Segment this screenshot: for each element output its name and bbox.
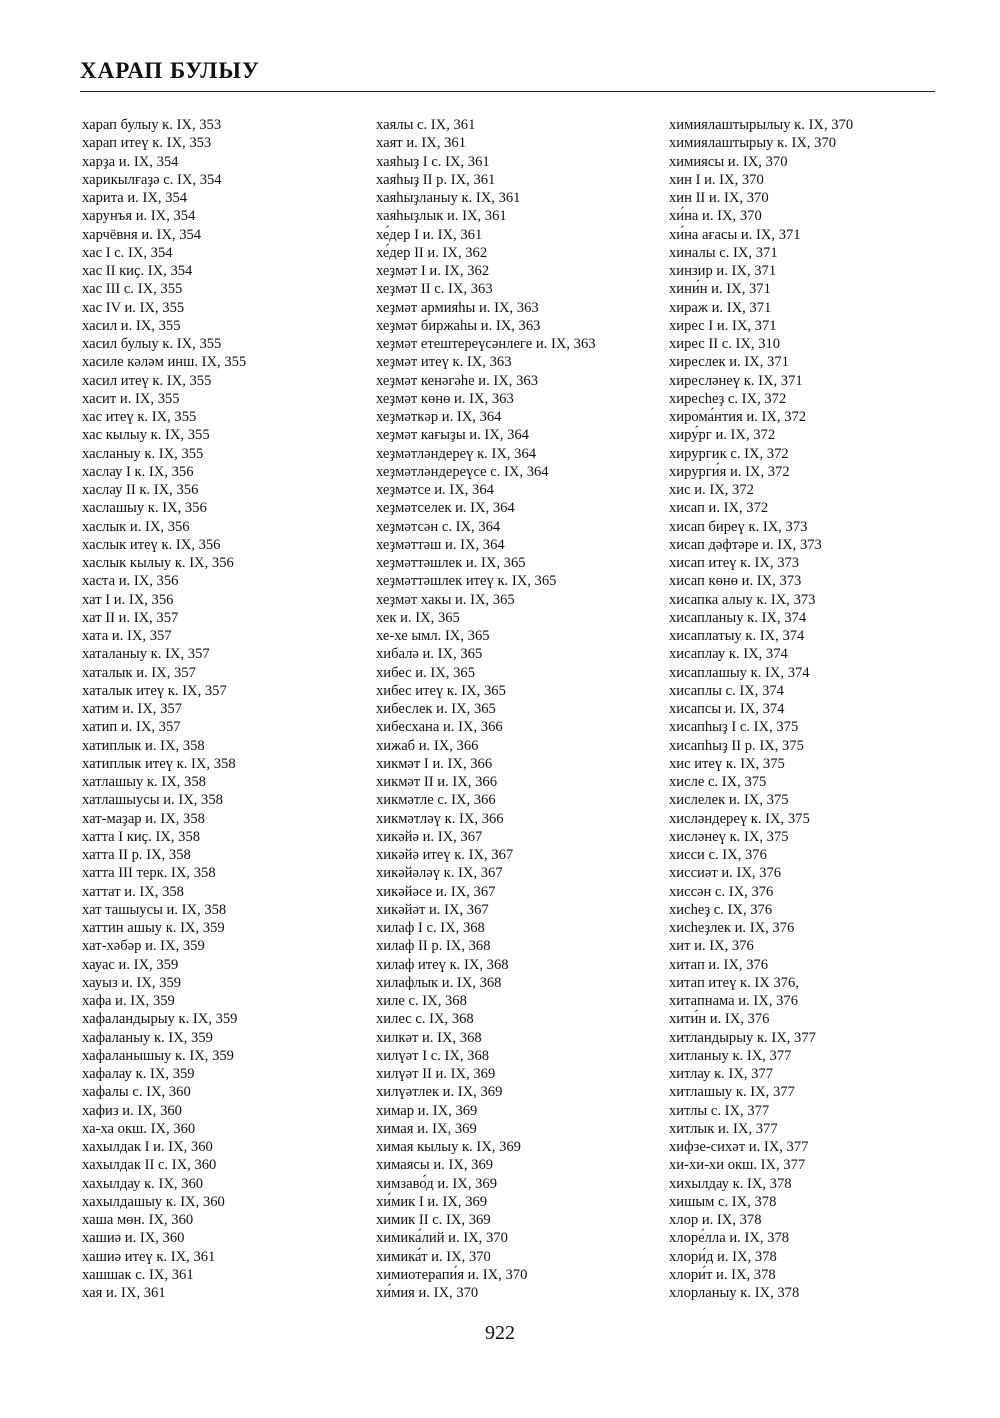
index-entry: хаят и. IX, 361	[376, 135, 467, 152]
index-entry: хатта II р. IX, 358	[82, 847, 191, 863]
index-entry: химая кылыу к. IX, 369	[376, 1139, 521, 1155]
index-entry: хлор и. IX, 378	[669, 1212, 762, 1228]
index-entry: хирургик с. IX, 372	[669, 445, 789, 462]
index-entry: хат ташыусы и. IX, 358	[82, 901, 227, 918]
index-entry: хилафлык и. IX, 368	[376, 974, 502, 991]
index-entry: хитлык и. IX, 377	[669, 1120, 778, 1137]
index-entry: ха-ха окш. IX, 360	[82, 1120, 196, 1137]
index-entry: хис итеү к. IX, 375	[669, 755, 785, 772]
index-entry: хин II и. IX, 370	[669, 190, 769, 206]
index-entry: хатлашыу к. IX, 358	[82, 774, 206, 790]
index-entry: хасит и. IX, 355	[82, 390, 180, 407]
index-entry: хатиплык итеү к. IX, 358	[82, 755, 236, 772]
index-entry: хитланыу к. IX, 377	[669, 1047, 792, 1064]
index-entry: хинзир и. IX, 371	[669, 263, 777, 279]
index-column-2	[376, 116, 596, 1302]
index-entry: хатлашыусы и. IX, 358	[82, 792, 223, 809]
index-entry: хисапһыҙ I с. IX, 375	[669, 719, 799, 736]
index-entry: хафаланышыу к. IX, 359	[82, 1047, 234, 1064]
index-entry: хаяһыҙ I с. IX, 361	[376, 153, 490, 170]
index-entry: хисап итеү к. IX, 373	[669, 555, 800, 571]
index-entry: химика́лий и. IX, 370	[376, 1230, 508, 1247]
index-entry: хеҙмәт хакы и. IX, 365	[376, 591, 515, 608]
index-entry: хеҙмәтсе и. IX, 364	[376, 482, 494, 498]
index-entry: хафалы с. IX, 360	[82, 1084, 191, 1101]
index-entry: хирома́нтия и. IX, 372	[669, 409, 807, 425]
index-entry: хит и. IX, 376	[669, 938, 754, 955]
index-entry: хеҙмәт көнө и. IX, 363	[376, 390, 514, 407]
index-entry: хи́на и. IX, 370	[669, 208, 762, 225]
index-entry: хеҙмәтләндереүсе с. IX, 364	[376, 463, 549, 480]
index-entry: хисап көнө и. IX, 373	[669, 573, 802, 590]
index-entry: харап итеү к. IX, 353	[82, 135, 212, 152]
index-entry: хилүәт I с. IX, 368	[376, 1047, 490, 1064]
index-entry: хисаплы с. IX, 374	[669, 682, 784, 699]
index-entry: хитлы с. IX, 377	[669, 1102, 770, 1119]
index-entry: хитапнама и. IX, 376	[669, 993, 798, 1009]
index-entry: хисһеҙлек и. IX, 376	[669, 920, 795, 936]
index-entry: хисапһыҙ II р. IX, 375	[669, 737, 804, 754]
index-entry: химая и. IX, 369	[376, 1120, 477, 1137]
index-entry: хатиплык и. IX, 358	[82, 737, 205, 754]
index-entry: химиялаштырыу к. IX, 370	[669, 135, 837, 152]
index-entry: хиналы с. IX, 371	[669, 244, 778, 261]
index-column-3	[669, 116, 853, 1302]
index-entry: хе́дер I и. IX, 361	[376, 226, 483, 243]
index-entry: хахылдау к. IX, 360	[82, 1175, 204, 1192]
header-rule	[80, 91, 935, 92]
index-entry: хисаплатыу к. IX, 374	[669, 628, 805, 644]
index-entry: хахылдак II с. IX, 360	[82, 1157, 217, 1174]
index-entry: хихылдау к. IX, 378	[669, 1175, 792, 1192]
index-entry: хаслык кылыу к. IX, 356	[82, 555, 234, 571]
index-entry: хеҙмәтләндереү к. IX, 364	[376, 445, 537, 462]
index-entry: хая и. IX, 361	[82, 1285, 166, 1301]
index-entry: хлори́т и. IX, 378	[669, 1266, 776, 1283]
index-entry: химар и. IX, 369	[376, 1102, 478, 1119]
index-entry: хас итеү к. IX, 355	[82, 409, 197, 425]
index-entry: хисап дәфтәре и. IX, 373	[669, 536, 822, 553]
index-entry: хибес итеү к. IX, 365	[376, 682, 506, 699]
index-entry: хафиз и. IX, 360	[82, 1102, 182, 1119]
index-entry: химаясы и. IX, 369	[376, 1157, 494, 1174]
index-entry: химика́т и. IX, 370	[376, 1248, 491, 1265]
index-entry: хикәйәсе и. IX, 367	[376, 883, 496, 900]
index-entry: хашиә и. IX, 360	[82, 1230, 185, 1247]
index-entry: хитап итеү к. IX 376,	[669, 974, 799, 991]
index-entry: хирурги́я и. IX, 372	[669, 463, 790, 480]
index-entry: хасланыу к. IX, 355	[82, 445, 204, 462]
index-entry: хитлау к. IX, 377	[669, 1066, 774, 1082]
index-column-1	[82, 116, 246, 1302]
index-entry: хисапсы и. IX, 374	[669, 701, 785, 717]
index-entry: хлорланыу к. IX, 378	[669, 1285, 800, 1301]
index-entry: харҙа и. IX, 354	[82, 153, 179, 170]
index-entry: хеҙмәт етештереүсәнлеге и. IX, 363	[376, 336, 596, 352]
index-entry: харикылғаҙә с. IX, 354	[82, 171, 222, 188]
index-entry: химзаво́д и. IX, 369	[376, 1175, 498, 1192]
index-entry: хин I и. IX, 370	[669, 171, 764, 188]
index-entry: хеҙмәт II с. IX, 363	[376, 281, 493, 298]
index-entry: хас III с. IX, 355	[82, 281, 183, 298]
index-entry: хаша мөн. IX, 360	[82, 1212, 194, 1228]
index-entry: хауыз и. IX, 359	[82, 974, 182, 991]
index-entry: хини́н и. IX, 371	[669, 281, 771, 298]
index-entry: хе́дер II и. IX, 362	[376, 244, 488, 261]
index-entry: хилес с. IX, 368	[376, 1011, 474, 1028]
index-entry: хеҙмәт биржаһы и. IX, 363	[376, 317, 541, 334]
index-entry: харап булыу к. IX, 353	[82, 117, 222, 133]
index-entry: харита и. IX, 354	[82, 190, 188, 206]
index-entry: хилаф II р. IX, 368	[376, 938, 491, 955]
index-entry: хашшак с. IX, 361	[82, 1266, 194, 1283]
index-entry: хаталык итеү к. IX, 357	[82, 682, 227, 699]
index-entry: хауас и. IX, 359	[82, 956, 179, 973]
index-entry: хатта I киҫ. IX, 358	[82, 828, 201, 845]
index-entry: хирес II с. IX, 310	[669, 336, 781, 352]
index-entry: хаслашыу к. IX, 356	[82, 500, 207, 517]
index-entry: хикәйә и. IX, 367	[376, 828, 483, 845]
index-entry: хатим и. IX, 357	[82, 701, 182, 717]
index-entry: хаяһыҙ II р. IX, 361	[376, 171, 496, 188]
index-entry: хаслык итеү к. IX, 356	[82, 536, 221, 553]
index-entry: хат-маҙар и. IX, 358	[82, 810, 205, 827]
index-entry: хиреслек и. IX, 371	[669, 354, 789, 371]
index-entry: хибес и. IX, 365	[376, 664, 475, 681]
index-entry: хаслау II к. IX, 356	[82, 482, 199, 498]
index-entry: хикәйә итеү к. IX, 367	[376, 847, 514, 863]
index-entry: хисси с. IX, 376	[669, 847, 767, 863]
index-entry: хек и. IX, 365	[376, 609, 460, 626]
index-entry: хаялы с. IX, 361	[376, 117, 476, 133]
index-entry: хеҙмәт кағыҙы и. IX, 364	[376, 427, 529, 444]
index-entry: хахылдак I и. IX, 360	[82, 1139, 213, 1155]
index-entry: хифзе-сихәт и. IX, 377	[669, 1139, 809, 1155]
index-entry: хата и. IX, 357	[82, 628, 172, 644]
index-entry: хасил итеү к. IX, 355	[82, 372, 212, 389]
index-entry: хисап биреү к. IX, 373	[669, 518, 808, 535]
index-entry: хитландырыу к. IX, 377	[669, 1029, 816, 1046]
index-entry: хатта III терк. IX, 358	[82, 865, 216, 882]
index-entry: хафаландырыу к. IX, 359	[82, 1011, 238, 1028]
index-entry: хат-хәбәр и. IX, 359	[82, 938, 205, 955]
index-entry: хирес I и. IX, 371	[669, 317, 777, 334]
index-entry: хишым с. IX, 378	[669, 1193, 777, 1210]
index-entry: хикмәт I и. IX, 366	[376, 755, 493, 772]
index-entry: хат II и. IX, 357	[82, 609, 179, 626]
index-entry: хафа и. IX, 359	[82, 993, 175, 1009]
index-entry: хиссиәт и. IX, 376	[669, 865, 782, 882]
index-entry: хашиә итеү к. IX, 361	[82, 1248, 216, 1265]
index-entry: хибеслек и. IX, 365	[376, 701, 496, 717]
index-entry: химик II с. IX, 369	[376, 1212, 491, 1228]
index-entry: хасиле кәләм инш. IX, 355	[82, 354, 247, 371]
index-entry: хеҙмәт кенәгәһе и. IX, 363	[376, 372, 538, 389]
index-entry: хасил булыу к. IX, 355	[82, 336, 222, 352]
index-entry: хикмәт II и. IX, 366	[376, 774, 497, 790]
index-entry: хисһеҙ с. IX, 376	[669, 901, 773, 918]
index-entry: хибесхана и. IX, 366	[376, 719, 503, 736]
index-entry: хаталык и. IX, 357	[82, 664, 196, 681]
index-entry: хеҙмәттәшлек итеү к. IX, 365	[376, 573, 557, 590]
index-entry: хисләндереү к. IX, 375	[669, 810, 810, 827]
index-entry: хас IV и. IX, 355	[82, 299, 185, 316]
index-entry: хаста и. IX, 356	[82, 573, 179, 590]
index-entry: хаттин ашыу к. IX, 359	[82, 920, 225, 936]
index-entry: хаттат и. IX, 358	[82, 883, 184, 900]
index-entry: хеҙмәт I и. IX, 362	[376, 263, 490, 279]
index-entry: хаяһыҙланыу к. IX, 361	[376, 190, 521, 206]
index-entry: химиотерапи́я и. IX, 370	[376, 1266, 528, 1283]
index-entry: харчёвня и. IX, 354	[82, 226, 202, 243]
index-entry: хат I и. IX, 356	[82, 591, 174, 608]
index-entry: хиресләнеү к. IX, 371	[669, 372, 803, 389]
index-entry: хисаплашыу к. IX, 374	[669, 664, 810, 681]
index-entry: хикәйәт и. IX, 367	[376, 901, 489, 918]
index-entry: хеҙмәткәр и. IX, 364	[376, 409, 502, 425]
index-entry: хеҙмәтселек и. IX, 364	[376, 500, 515, 517]
index-entry: хеҙмәт итеү к. IX, 363	[376, 354, 512, 371]
index-entry: хиресһеҙ с. IX, 372	[669, 390, 787, 407]
index-entry: хитлашыу к. IX, 377	[669, 1084, 795, 1101]
index-entry: хеҙмәт армияһы и. IX, 363	[376, 299, 539, 316]
index-entry: хиле с. IX, 368	[376, 993, 467, 1009]
index-entry: хилүәтлек и. IX, 369	[376, 1084, 503, 1101]
index-entry: хиру́рг и. IX, 372	[669, 427, 776, 444]
index-entry: хилаф итеү к. IX, 368	[376, 956, 509, 973]
index-entry: хиссән с. IX, 376	[669, 883, 774, 900]
index-entry: хаслык и. IX, 356	[82, 518, 190, 535]
index-entry: хаслау I к. IX, 356	[82, 463, 194, 480]
running-header: ХАРАП БУЛЫУ	[80, 58, 260, 83]
index-entry: химиясы и. IX, 370	[669, 153, 788, 170]
index-entry: хафалау к. IX, 359	[82, 1066, 195, 1082]
index-entry: хеҙмәттәш и. IX, 364	[376, 536, 505, 553]
index-entry: хас кылыу к. IX, 355	[82, 427, 210, 444]
index-entry: хисапка алыу к. IX, 373	[669, 591, 816, 608]
index-entry: хикмәтле с. IX, 366	[376, 792, 496, 809]
index-entry: хитап и. IX, 376	[669, 956, 769, 973]
index-entry: хилүәт II и. IX, 369	[376, 1066, 496, 1082]
index-entry: хираж и. IX, 371	[669, 299, 772, 316]
index-entry: хи́мик I и. IX, 369	[376, 1193, 488, 1210]
index-entry: хеҙмәтсән с. IX, 364	[376, 518, 501, 535]
index-entry: хаталаныу к. IX, 357	[82, 646, 210, 663]
index-entry: хикмәтләү к. IX, 366	[376, 810, 504, 827]
index-entry: харунъя и. IX, 354	[82, 208, 196, 225]
index-entry: хити́н и. IX, 376	[669, 1011, 770, 1028]
index-entry: хисапланыу к. IX, 374	[669, 609, 807, 626]
index-entry: хилаф I с. IX, 368	[376, 920, 485, 936]
index-entry: хахылдашыу к. IX, 360	[82, 1193, 225, 1210]
index-entry: хи-хи-хи окш. IX, 377	[669, 1157, 806, 1174]
index-entry: хижаб и. IX, 366	[376, 737, 479, 754]
index-entry: хасил и. IX, 355	[82, 317, 181, 334]
page-number: 922	[485, 1322, 515, 1344]
index-entry: хисаплау к. IX, 374	[669, 646, 788, 663]
index-entry: хисле с. IX, 375	[669, 774, 767, 790]
index-entry: хис и. IX, 372	[669, 482, 754, 498]
index-entry: хафаланыу к. IX, 359	[82, 1029, 213, 1046]
index-entry: хибалә и. IX, 365	[376, 646, 483, 663]
index-entry: хас II киҫ. IX, 354	[82, 263, 193, 279]
index-entry: хас I с. IX, 354	[82, 244, 173, 261]
index-entry: хатип и. IX, 357	[82, 719, 181, 736]
index-entry: хи́на ағасы и. IX, 371	[669, 226, 801, 243]
index-entry: хислелек и. IX, 375	[669, 792, 789, 809]
index-entry: хе-хе ымл. IX, 365	[376, 628, 490, 644]
index-entry: хаяһыҙлык и. IX, 361	[376, 208, 507, 225]
index-entry: химиялаштырылыу к. IX, 370	[669, 117, 854, 133]
index-entry: хлори́д и. IX, 378	[669, 1248, 777, 1265]
index-entry: хи́мия и. IX, 370	[376, 1285, 479, 1301]
index-entry: хисләнеү к. IX, 375	[669, 828, 789, 845]
index-entry: хилкәт и. IX, 368	[376, 1029, 482, 1046]
index-entry: хлоре́лла и. IX, 378	[669, 1230, 790, 1247]
index-entry: хисап и. IX, 372	[669, 500, 769, 517]
index-entry: хикәйәләү к. IX, 367	[376, 865, 503, 882]
index-entry: хеҙмәттәшлек и. IX, 365	[376, 555, 526, 571]
